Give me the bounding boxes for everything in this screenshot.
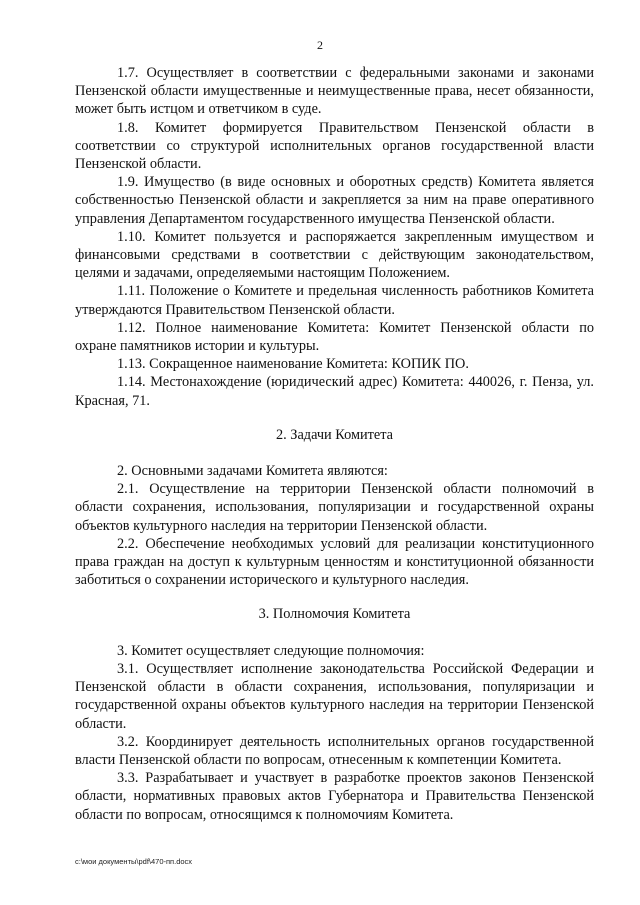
file-path-footer: c:\мои документы\pdf\470-пп.docx (75, 857, 193, 866)
paragraph-1-8: 1.8. Комитет формируется Правительством Пензенской области в соответствии со структурой исполнительных органов государственной власти Пензенской области. (75, 119, 594, 173)
document-body (75, 64, 594, 824)
paragraph-3-2: 3.2. Координирует деятельность исполнительных органов государственной власти Пензенской области по вопросам, отнесенным к компетенции Комитета. (75, 733, 594, 768)
paragraph-2-1: 2.1. Осуществление на территории Пензенской области полномочий в области сохранения, использования, популяризации и государственной охраны объектов культурного наследия на территории Пензенской области. (75, 481, 594, 534)
page-number: 2 (317, 38, 323, 52)
paragraph-2: 2. Основными задачами Комитета являются: (117, 463, 388, 480)
paragraph-1-12: 1.12. Полное наименование Комитета: Комитет Пензенской области по охране памятников истории и культуры. (75, 319, 594, 355)
paragraph-1-11: 1.11. Положение о Комитете и предельная численность работников Комитета утверждаются Правительством Пензенской области. (75, 283, 594, 318)
paragraph-1-10: 1.10. Комитет пользуется и распоряжается закрепленным имуществом и финансовыми средствами в соответствии с действующим законодательством, целями и задачами, определяемыми настоящим Положением. (75, 228, 594, 282)
paragraph-3: 3. Комитет осуществляет следующие полномочия: (117, 642, 425, 659)
section-2-heading: 2. Задачи Комитета (275, 426, 394, 443)
paragraph-3-3: 3.3. Разрабатывает и участвует в разработке проектов законов Пензенской области, нормативных правовых актов Губернатора и Правительства Пензенской области по вопросам, относящимся к полномочиям Комитета. (75, 770, 594, 823)
paragraph-3-1: 3.1. Осуществляет исполнение законодательства Российской Федерации и Пензенской области в области сохранения, использования, популяризации и государственной охраны объектов культурного наследия на территории Пензенской области. (75, 660, 594, 732)
paragraph-1-13: 1.13. Сокращенное наименование Комитета: КОПИК ПО. (117, 356, 469, 373)
section-3-heading: 3. Полномочия Комитета (258, 606, 411, 623)
paragraph-1-9: 1.9. Имущество (в виде основных и оборотных средств) Комитета является собственностью Пензенской области и закрепляется за ним на праве оперативного управления Департаментом государственного имущества Пензенской области. (75, 174, 594, 227)
paragraph-1-7: 1.7. Осуществляет в соответствии с федеральными законами и законами Пензенской области имущественные и неимущественные права, несет обязанности, может быть истцом и ответчиком в суде. (75, 65, 594, 118)
paragraph-2-2: 2.2. Обеспечение необходимых условий для реализации конституционного права граждан на доступ к культурным ценностям и конституционной обязанности заботиться о сохранении исторического и культурного наследия. (75, 535, 594, 589)
paragraph-1-14: 1.14. Местонахождение (юридический адрес) Комитета: 440026, г. Пенза, ул. Красная, 71. (75, 374, 594, 409)
